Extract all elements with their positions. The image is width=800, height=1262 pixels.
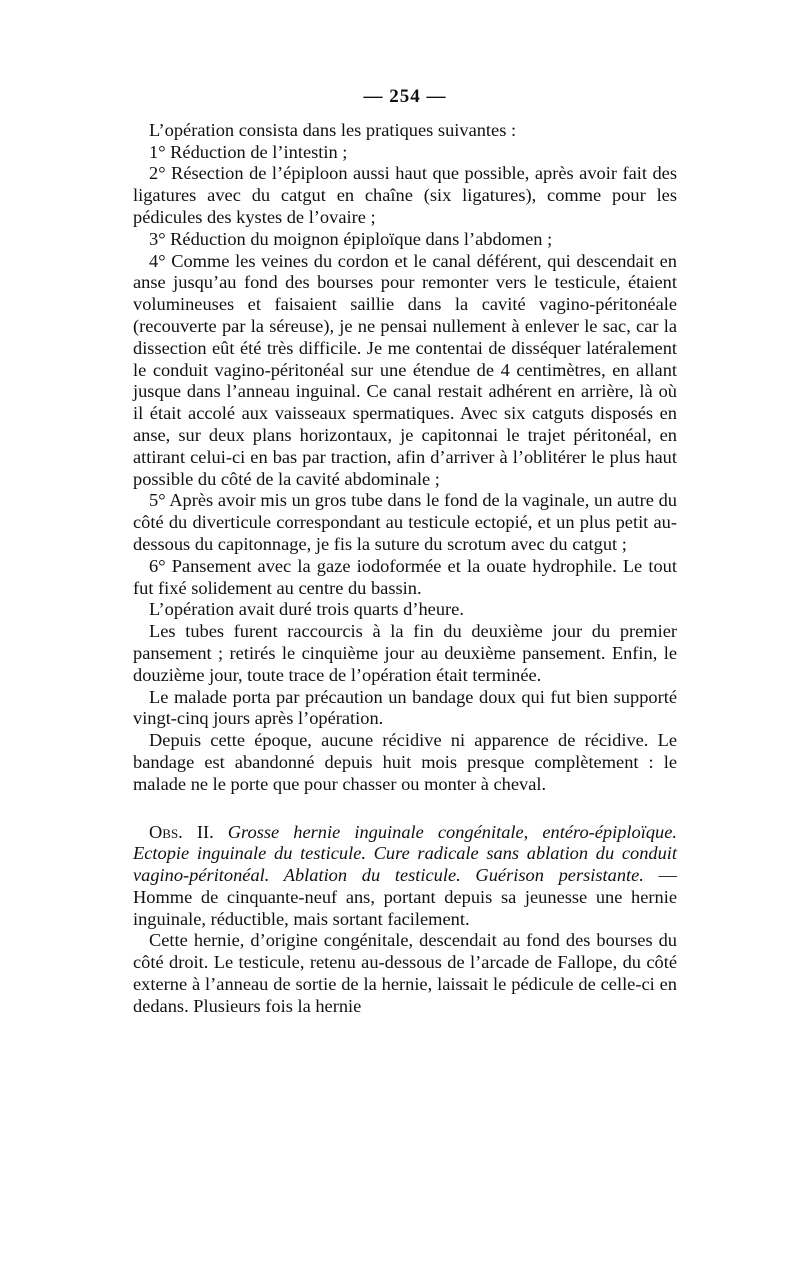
observation-paragraph (133, 822, 677, 931)
paragraph: Les tubes furent raccourcis à la fin du deuxième jour du premier pansement ; retirés le cinquième jour au deuxième pansement. Enfin, le douzième jour, toute trace de l’opération était terminée. (133, 621, 677, 685)
paragraph: 1° Réduction de l’intestin ; (149, 141, 348, 162)
paragraph: 4° Comme les veines du cordon et le canal déférent, qui descendait en anse jusqu’au fond des bourses pour remonter vers le testicule, étaient volumineuses et faisaient saillie dans la cavité vagino-péritonéale (recouverte par la séreuse), je ne pensai nullement à enlever le sac, car la dissection eût été très difficile. Je me contentai de disséquer latéralement le conduit vagino-péritonéal sur une étendue de 4 centimètres, en allant jusque dans l’anneau inguinal. Ce canal restait adhérent en arrière, là où il était accolé aux vaisseaux spermatiques. Avec six catguts disposés en anse, sur deux plans horizontaux, je capitonnai le trajet péritonéal, en attirant celui-ci en bas par traction, afin d’arriver à l’oblitérer le plus haut possible du côté de la cavité abdominale ; (133, 250, 677, 489)
paragraph: 2° Résection de l’épiploon aussi haut que possible, après avoir fait des ligatures avec du catgut en chaîne (six ligatures), comme pour les pédicules des kystes de l’ovaire ; (133, 163, 677, 227)
observation-title: Grosse hernie inguinale congénitale, entéro-épiploïque. Ectopie inguinale du testicule. Cure radicale sans ablation du conduit vagino-péritonéal. Ablation du testicule. Guérison persistante. (133, 821, 677, 886)
page-number: — 254 — (363, 86, 447, 107)
section-gap (133, 796, 677, 822)
paragraph: L’opération avait duré trois quarts d’heure. (149, 599, 464, 620)
paragraph: Depuis cette époque, aucune récidive ni apparence de récidive. Le bandage est abandonné depuis huit mois presque complètement : le malade ne le porte que pour chasser ou monter à cheval. (133, 730, 677, 794)
paragraph: 3° Réduction du moignon épiploïque dans l’abdomen ; (149, 228, 553, 249)
paragraph: Cette hernie, d’origine congénitale, descendait au fond des bourses du côté droit. Le testicule, retenu au-dessous de l’arcade de Fallope, du côté externe à l’anneau de sortie de la hernie, laissait le pédicule de celle-ci en dedans. Plusieurs fois la hernie (133, 930, 677, 1016)
observation-body: — Homme de cinquante-neuf ans, portant depuis sa jeunesse une hernie inguinale, réductible, mais sortant facilement. (133, 865, 677, 929)
observation-label: Obs. II. (149, 821, 214, 842)
paragraph: Le malade porta par précaution un bandage doux qui fut bien supporté vingt-cinq jours après l’opération. (133, 686, 677, 729)
paragraph: L’opération consista dans les pratiques suivantes : (149, 119, 517, 140)
paragraph: 5° Après avoir mis un gros tube dans le fond de la vaginale, un autre du côté du diverticule correspondant au testicule ectopié, et un plus petit au-dessous du capitonnage, je fis la suture du scrotum avec du catgut ; (133, 490, 677, 554)
book-page (133, 86, 677, 1018)
paragraph: 6° Pansement avec la gaze iodoformée et la ouate hydrophile. Le tout fut fixé solidement au centre du bassin. (133, 555, 677, 598)
